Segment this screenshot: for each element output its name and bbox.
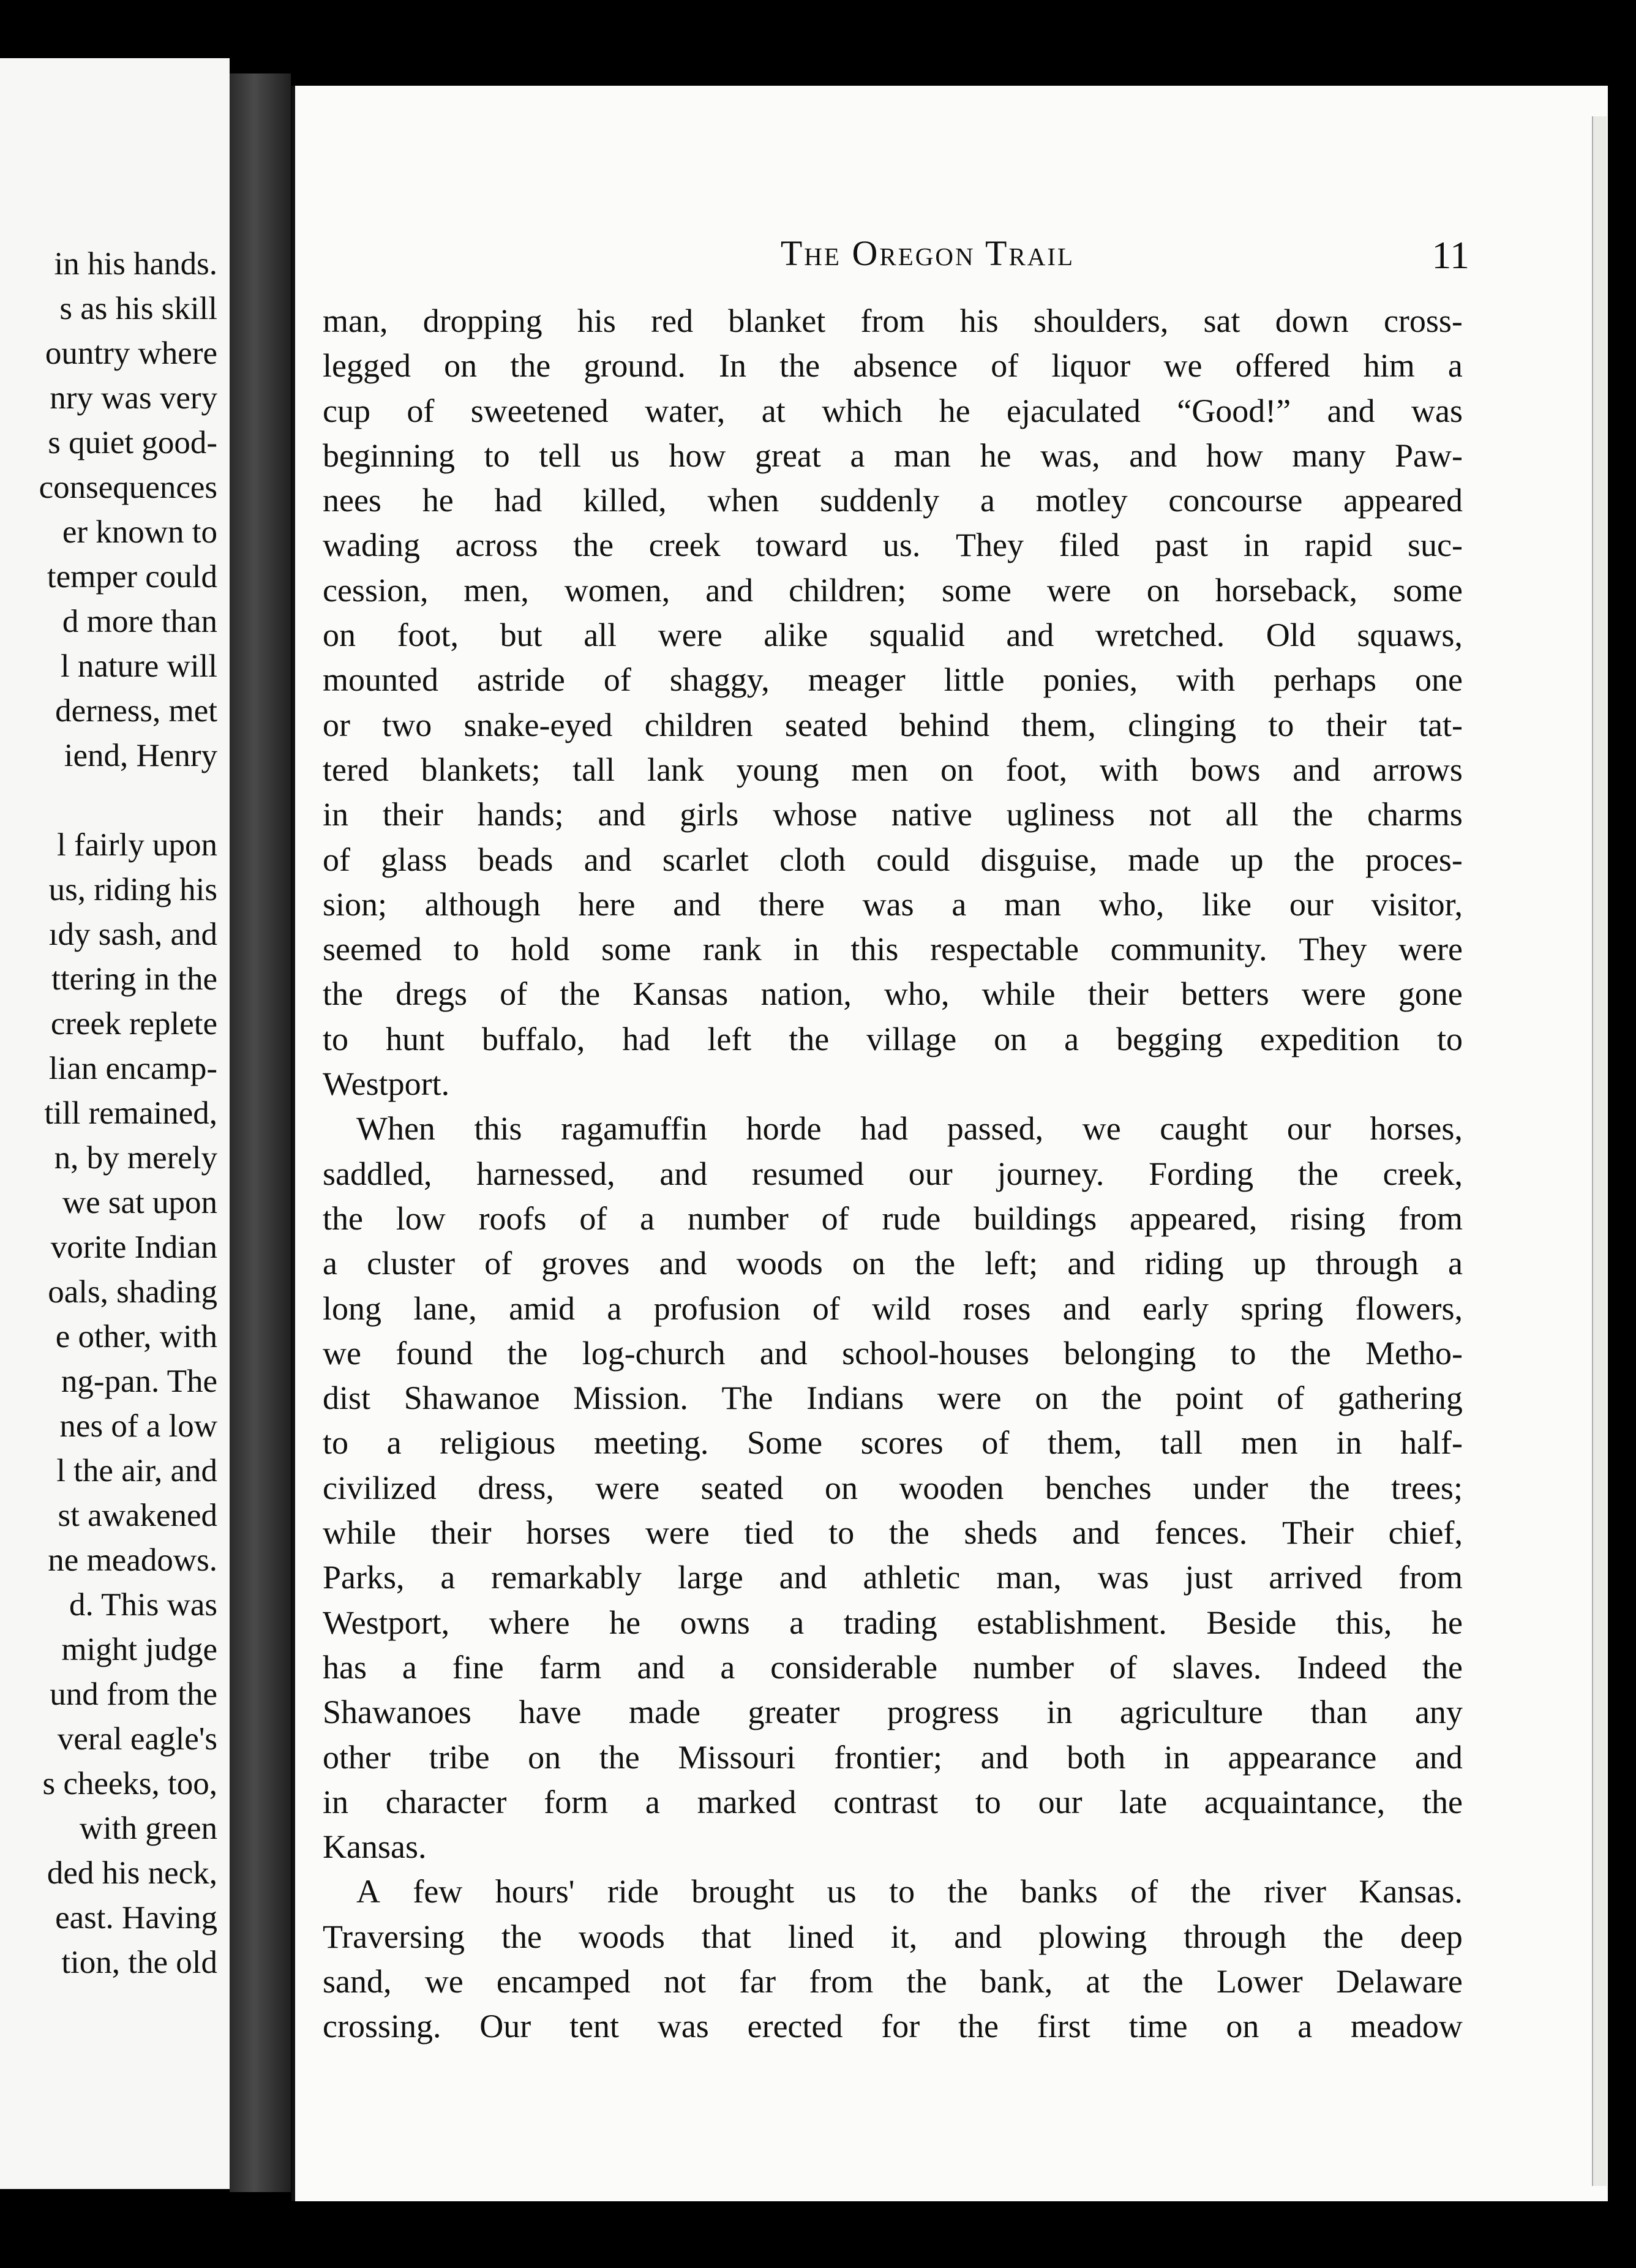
text-line: has a fine farm and a considerable number of slaves. Indeed the [323, 1648, 1463, 1686]
left-page-line: s quiet good- [48, 425, 217, 460]
text-line: crossing. Our tent was erected for the first time on a meadow [323, 2008, 1463, 2045]
text-line: wading across the creek toward us. They filed past in rapid suc- [323, 527, 1463, 564]
left-page-line: er known to [62, 514, 217, 550]
text-line: Traversing the woods that lined it, and plowing through the deep [323, 1918, 1463, 1955]
left-page-line: s as his skill [59, 291, 217, 326]
page-header [386, 233, 1469, 276]
left-page-line: ountry where [45, 336, 217, 371]
text-line: seemed to hold some rank in this respectable community. They were [323, 931, 1463, 968]
left-page-line: creek replete [50, 1006, 217, 1042]
left-page-line: we sat upon [62, 1185, 217, 1220]
text-line: When this ragamuffin horde had passed, we caught our horses, [356, 1110, 1463, 1147]
text-line: while their horses were tied to the sheds and fences. Their chief, [323, 1514, 1463, 1552]
text-line: civilized dress, were seated on wooden benches under the trees; [323, 1469, 1463, 1506]
left-page-line: derness, met [55, 693, 217, 729]
left-page-line: s cheeks, too, [42, 1766, 217, 1801]
left-page-line: vorite Indian [50, 1230, 217, 1265]
left-page-line: l nature will [60, 648, 217, 684]
left-page-line: und from the [50, 1677, 217, 1712]
text-line: Parks, a remarkably large and athletic man, was just arrived from [323, 1559, 1463, 1596]
text-line: mounted astride of shaggy, meager little ponies, with perhaps one [323, 661, 1463, 699]
body-text [323, 299, 1463, 2049]
text-line: of glass beads and scarlet cloth could disguise, made up the proces- [323, 841, 1463, 878]
left-page-line: temper could [47, 559, 217, 595]
paragraph [323, 299, 1463, 1106]
book-gutter-shadow [230, 73, 291, 2192]
page-edge [1592, 116, 1607, 2186]
text-line: cession, men, women, and children; some were on horseback, some [323, 571, 1463, 609]
left-page-line: oals, shading [48, 1274, 217, 1310]
left-page-line: us, riding his [48, 872, 217, 907]
text-line: sion; although here and there was a man who, like our visitor, [323, 885, 1463, 923]
left-page-line: ded his neck, [47, 1855, 217, 1891]
left-page-line: nry was very [50, 380, 217, 416]
page-number: 11 [1432, 233, 1469, 277]
text-line: Shawanoes have made greater progress in agriculture than any [323, 1694, 1463, 1731]
left-page-line: ng-pan. The [61, 1364, 217, 1399]
text-line: tered blankets; tall lank young men on foot, with bows and arrows [323, 751, 1463, 788]
text-line: legged on the ground. In the absence of liquor we offered him a [323, 347, 1463, 385]
left-page-line: iend, Henry [64, 738, 217, 773]
text-line: Westport, where he owns a trading establishment. Beside this, he [323, 1604, 1463, 1641]
text-line: we found the log-church and school-houses belonging to the Metho- [323, 1334, 1463, 1372]
text-line: in character form a marked contrast to our late acquaintance, the [323, 1783, 1463, 1820]
left-page-line: st awakened [58, 1498, 217, 1533]
left-page-line: consequences [39, 470, 217, 505]
left-page-line: n, by merely [54, 1140, 217, 1176]
text-line: sand, we encamped not far from the bank, at the Lower Delaware [323, 1962, 1463, 2000]
paragraph [323, 1869, 1463, 2049]
text-line: long lane, amid a profusion of wild roses and early spring flowers, [323, 1290, 1463, 1327]
left-page [0, 58, 230, 2189]
left-page-line: d more than [62, 604, 217, 639]
left-page-line: ttering in the [51, 961, 217, 997]
text-line: to a religious meeting. Some scores of them, tall men in half- [323, 1424, 1463, 1462]
left-page-line: lian encamp- [48, 1051, 217, 1086]
text-line: in their hands; and girls whose native ugliness not all the charms [323, 796, 1463, 833]
left-page-line: l the air, and [56, 1453, 217, 1489]
text-line: a cluster of groves and woods on the left; and riding up through a [323, 1245, 1463, 1282]
left-page-line: d. This was [69, 1587, 217, 1623]
left-page-line: ıdy sash, and [48, 917, 217, 952]
left-page-line: with green [79, 1811, 217, 1846]
left-page-line: ne meadows. [48, 1542, 217, 1578]
text-line: A few hours' ride brought us to the banks of the river Kansas. [356, 1873, 1463, 1910]
text-line: cup of sweetened water, at which he ejaculated “Good!” and was [323, 392, 1463, 429]
text-line: dist Shawanoe Mission. The Indians were on the point of gathering [323, 1380, 1463, 1417]
left-page-line: nes of a low [59, 1408, 217, 1444]
text-line: other tribe on the Missouri frontier; and both in appearance and [323, 1738, 1463, 1776]
left-page-line: might judge [61, 1632, 217, 1667]
left-page-line: veral eagle's [57, 1721, 217, 1757]
text-line: nees he had killed, when suddenly a motley concourse appeared [323, 482, 1463, 519]
left-page-line: l fairly upon [57, 827, 217, 863]
left-page-line: e other, with [55, 1319, 217, 1354]
left-page-line: tion, the old [61, 1945, 217, 1980]
left-page-line: till remained, [44, 1095, 217, 1131]
text-line: or two snake-eyed children seated behind them, clinging to their tat- [323, 706, 1463, 743]
text-line: the dregs of the Kansas nation, who, while their betters were gone [323, 975, 1463, 1013]
text-line: on foot, but all were alike squalid and wretched. Old squaws, [323, 617, 1463, 654]
text-line: Kansas. [323, 1828, 427, 1866]
text-line: saddled, harnessed, and resumed our journey. Fording the creek, [323, 1155, 1463, 1192]
text-line: to hunt buffalo, had left the village on a begging expedition to [323, 1020, 1463, 1057]
text-line: beginning to tell us how great a man he was, and how many Paw- [323, 437, 1463, 474]
text-line: the low roofs of a number of rude buildings appeared, rising from [323, 1200, 1463, 1237]
running-title: The Oregon Trail [780, 233, 1075, 273]
left-page-line: in his hands. [54, 246, 217, 282]
text-line: Westport. [323, 1065, 450, 1103]
paragraph [323, 1106, 1463, 1869]
left-page-line: east. Having [55, 1900, 217, 1936]
text-line: man, dropping his red blanket from his shoulders, sat down cross- [323, 302, 1463, 339]
